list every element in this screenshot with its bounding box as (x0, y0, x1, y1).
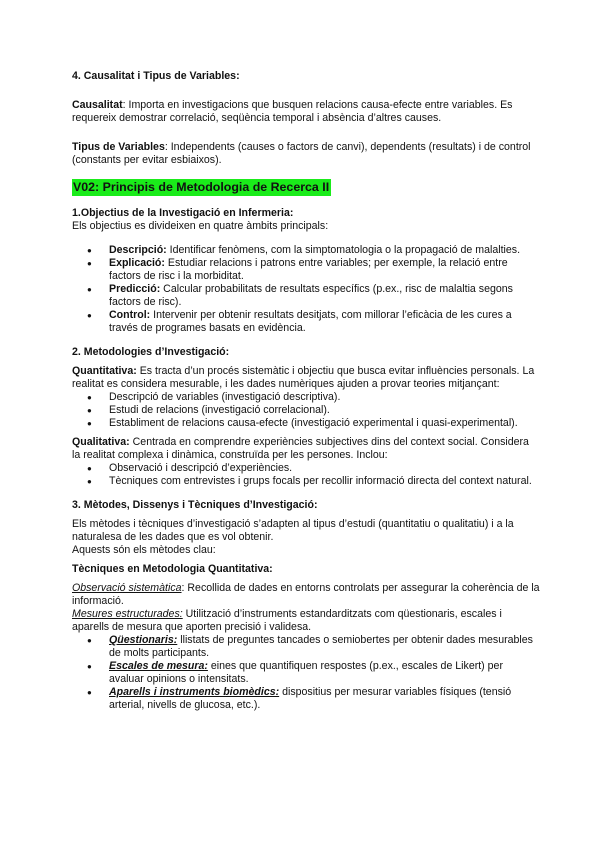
objectius-list (72, 244, 540, 335)
qualitativa-list (72, 462, 540, 488)
quantitativa-techniques-heading: Tècniques en Metodologia Quantitativa: (72, 563, 273, 575)
tipus-paragraph (72, 141, 540, 167)
list-item: ● Observació i descripció d’experiències. (72, 462, 540, 475)
list-item: ● Establiment de relacions causa-efecte (investigació experimental i quasi-experimental). (72, 417, 540, 430)
tipus-label: Tipus de Variables (72, 141, 165, 153)
item-label: Control: (109, 309, 151, 321)
tipus-text: : Independents (causes o factors de canvi), dependents (resultats) i de control (constants per evitar esbiaixos). (72, 141, 531, 166)
qualitativa-text: Centrada en comprendre experiències subjectives dins del context social. Considera la realitat complexa i dinàmica, construïda per les persones. Inclou: (72, 436, 529, 461)
mesures-label: Mesures estructurades: (72, 608, 183, 620)
item-label: Descripció: (109, 244, 167, 256)
item-text: dispositius per mesurar variables físiques (tensió arterial, nivells de glucosa, etc.). (109, 686, 512, 711)
section-banner: V02: Principis de Metodologia de Recerca II (73, 180, 330, 194)
causalitat-paragraph (72, 99, 540, 125)
observacio-label: Observació sistemàtica (72, 582, 182, 594)
section4-heading: 4. Causalitat i Tipus de Variables: (72, 70, 240, 82)
quantitativa-label: Quantitativa: (72, 365, 137, 377)
item-label: Escales de mesura: (109, 660, 208, 672)
item-text: Calcular probabilitats de resultats específics (p.ex., risc de malaltia segons factors de risc). (109, 283, 513, 308)
metodologies-heading: 2. Metodologies d’Investigació: (72, 346, 230, 358)
list-item: ● Tècniques com entrevistes i grups focals per recollir informació directa del context natural. (72, 475, 540, 488)
objectius-heading: 1.Objectius de la Investigació en Infermeria: (72, 207, 294, 219)
list-item: ● Descripció de variables (investigació descriptiva). (72, 391, 540, 404)
causalitat-text: : Importa en investigacions que busquen relacions causa-efecte entre variables. Es requereix demostrar correlació, seqüència temporal i absència d’altres causes. (72, 99, 513, 124)
item-label: Explicació: (109, 257, 165, 269)
item-text: llistats de preguntes tancades o semiobertes per obtenir dades mesurables de molts participants. (109, 634, 533, 659)
causalitat-label: Causalitat (72, 99, 123, 111)
observacio-paragraph (72, 582, 540, 608)
item-label: Predicció: (109, 283, 161, 295)
quantitativa-list (72, 391, 540, 430)
quantitativa-paragraph (72, 365, 540, 391)
mesures-list (72, 634, 540, 712)
list-item (72, 686, 540, 712)
quantitativa-text: Es tracta d’un procés sistemàtic i objectiu que busca evitar influències personals. La realitat es considera mesurable, i les dades numèriques ajuden a provar teories mitjançant: (72, 365, 535, 390)
item-label: Aparells i instruments biomèdics: (109, 686, 280, 698)
list-item (72, 257, 540, 283)
metodes-heading: 3. Mètodes, Dissenys i Tècniques d’Investigació: (72, 499, 318, 511)
item-label: Qüestionaris: (109, 634, 178, 646)
mesures-paragraph (72, 608, 540, 634)
qualitativa-label: Qualitativa: (72, 436, 130, 448)
list-item (72, 244, 540, 257)
list-item: ● Estudi de relacions (investigació correlacional). (72, 404, 540, 417)
list-item (72, 660, 540, 686)
metodes-intro: Els mètodes i tècniques d’investigació s’adapten al tipus d’estudi (quantitatiu o qualitatiu) i a la naturalesa de les dades que es vol obtenir. (72, 518, 514, 543)
item-text: Estudiar relacions i patrons entre variables; per exemple, la relació entre factors de risc i la morbiditat. (109, 257, 508, 282)
list-item (72, 634, 540, 660)
item-text: eines que quantifiquen respostes (p.ex., escales de Likert) per avaluar opinions o intensitats. (109, 660, 503, 685)
item-text: Identificar fenòmens, com la simptomatologia o la propagació de malalties. (166, 244, 521, 256)
list-item (72, 309, 540, 335)
banner-row (72, 179, 540, 196)
objectius-intro: Els objectius es divideixen en quatre àmbits principals: (72, 220, 329, 232)
qualitativa-paragraph (72, 436, 540, 462)
item-text: Intervenir per obtenir resultats desitjats, com millorar l’eficàcia de les cures a través de programes basats en evidència. (109, 309, 512, 334)
metodes-intro2: Aquests són els mètodes clau: (72, 544, 216, 556)
mesures-text: Utilització d’instruments estandarditzats com qüestionaris, escales i aparells de mesura que aporten precisió i validesa. (72, 608, 502, 633)
observacio-text: : Recollida de dades en entorns controlats per assegurar la coherència de la informació. (72, 582, 540, 607)
list-item (72, 283, 540, 309)
